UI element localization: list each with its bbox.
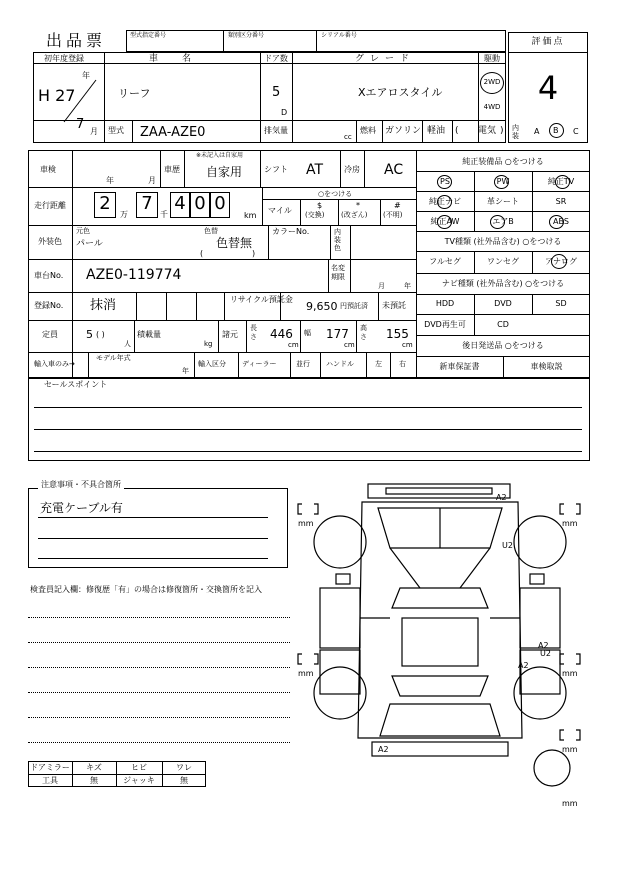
notes-title: 注意事項・不具合箇所 [38, 481, 124, 489]
mileage-digit: 2 [99, 193, 111, 214]
notes-text: 充電ケーブル有 [40, 501, 123, 515]
equipment-title: 純正装備品 ○をつける [462, 157, 544, 166]
damage-mark: U2 [540, 649, 551, 658]
equip-ps-circle [437, 175, 452, 189]
first-reg-month: 7 [76, 117, 85, 132]
width-value: 177 [326, 327, 349, 341]
equip-navi-circle [437, 195, 452, 209]
interior-label: 内装 [512, 124, 519, 140]
height-value: 155 [386, 327, 409, 341]
mileage-digit: 0 [194, 193, 206, 214]
svg-text:mm: mm [298, 669, 314, 678]
ac-value: AC [384, 162, 404, 178]
chassis-value: AZE0-119774 [86, 267, 182, 283]
navi-title: ナビ種類 (社外品含む) ○をつける [441, 279, 565, 288]
mileage-digit: 7 [141, 193, 153, 214]
tv-analog-circle [551, 254, 567, 269]
drive-2wd: 2WD [483, 78, 501, 86]
svg-text:mm: mm [562, 799, 578, 808]
mileage-digit: 0 [214, 193, 226, 214]
sales-point-label: セールスポイント [44, 380, 108, 389]
fuel-electric: 電気 [478, 126, 497, 136]
damage-mark: A2 [496, 493, 507, 502]
shift-value: AT [306, 162, 324, 178]
drive-4wd: 4WD [483, 103, 501, 111]
grade-value: Xエアロスタイル [358, 86, 443, 99]
equip-aw-circle [437, 215, 452, 229]
fuel-gasoline: ガソリン [385, 126, 422, 136]
equip-abs-circle [549, 215, 564, 229]
first-reg-era: H 27 [38, 86, 76, 105]
serial-label: シリアル番号 [321, 32, 357, 39]
score-label: 評価点 [531, 37, 565, 47]
recycle-amount: 9,650 [306, 300, 338, 313]
car-damage-diagram [290, 478, 590, 808]
reg-value: 抹消 [90, 298, 117, 313]
sales-point-frame [28, 378, 590, 461]
first-reg-label: 初年度登録 [44, 54, 84, 63]
equip-tv-circle [555, 175, 570, 189]
svg-text:mm: mm [562, 669, 578, 678]
svg-text:mm: mm [562, 745, 578, 754]
damage-mark: A2 [538, 641, 549, 650]
score-value: 4 [537, 69, 559, 107]
capacity-value: 5 [86, 328, 93, 341]
mileage-digit: 4 [174, 193, 186, 214]
svg-text:mm: mm [298, 519, 314, 528]
notes-frame [28, 488, 288, 568]
damage-mark: U2 [502, 541, 513, 550]
car-name: リーフ [118, 87, 151, 100]
length-value: 446 [270, 327, 293, 341]
equip-airbag-circle [490, 215, 505, 229]
form-title: 出品票 [46, 31, 107, 50]
doors-value: 5 [272, 85, 281, 100]
orig-color: パール [76, 239, 103, 249]
model-value: ZAA-AZE0 [140, 125, 206, 140]
inspector-label: 検査員記入欄：修復歴「有」の場合は修復箇所・交換箇所を記入 [30, 585, 262, 594]
interior-b: B [553, 126, 559, 135]
damage-mark: A2 [378, 745, 389, 754]
docs-title: 後日発送品 ○をつける [462, 341, 544, 350]
car-name-label: 車名 [148, 54, 215, 64]
category-label: 類別区分番号 [228, 32, 265, 39]
damage-mark: A2 [518, 661, 529, 670]
model-designation-label: 型式指定番号 [130, 32, 167, 39]
svg-text:mm: mm [562, 519, 578, 528]
grade-label: グレード [354, 54, 415, 64]
fuel-diesel: 軽油 [427, 126, 446, 136]
equip-pw-circle [494, 175, 509, 189]
usage-value: 自家用 [206, 165, 243, 179]
tv-title: TV種類 (社外品含む) ○をつける [444, 237, 562, 246]
paint-value: 色替無 [216, 236, 253, 250]
